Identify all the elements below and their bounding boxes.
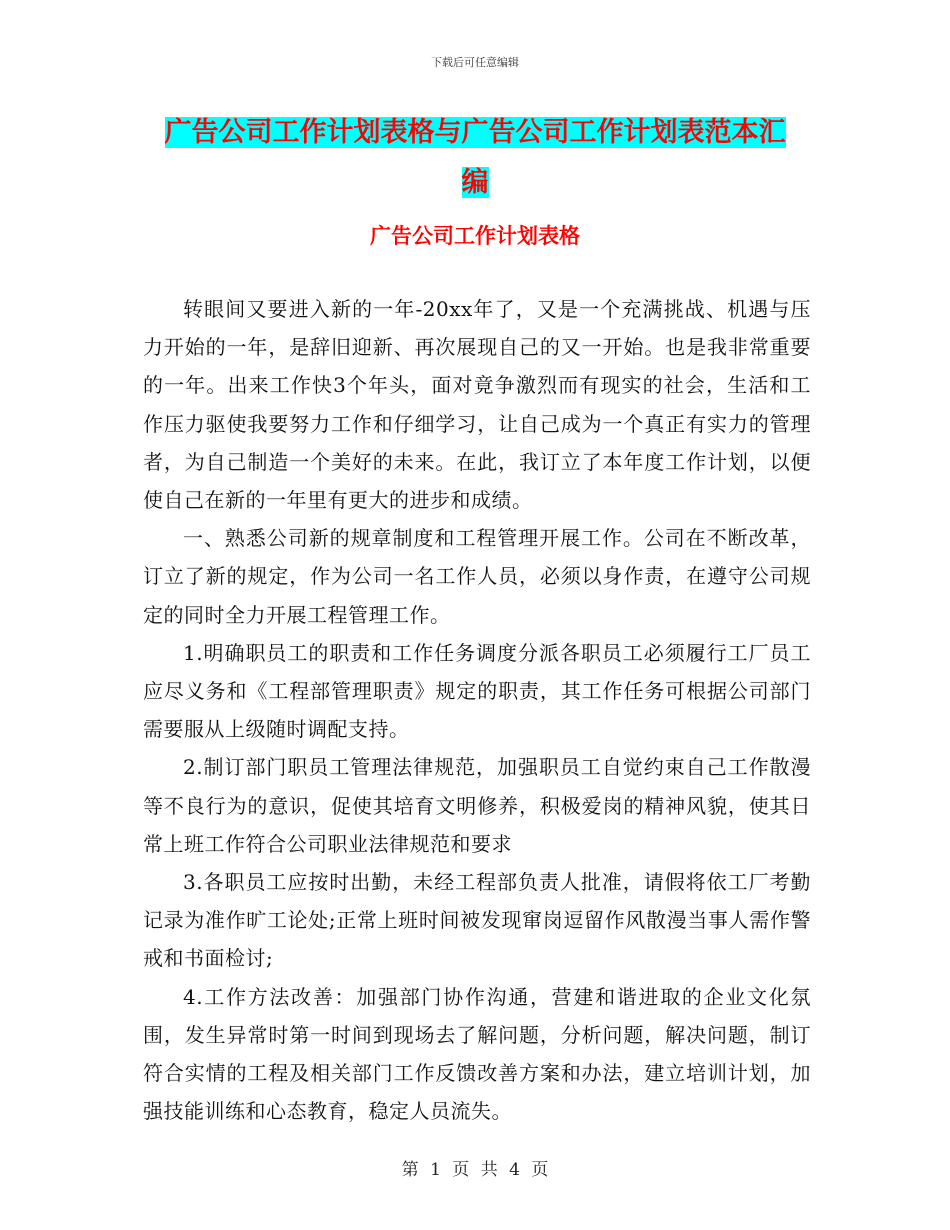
paragraph-item-3: 3.各职员工应按时出勤，未经工程部负责人批准，请假将依工厂考勤记录为准作旷工论处;正常上班时间被发现窜岗逗留作风散漫当事人需作警戒和书面检讨;: [143, 870, 811, 971]
header-note: 下载后可任意编辑: [431, 56, 519, 69]
body-text: [143, 290, 811, 1130]
section-heading: 广告公司工作计划表格: [370, 224, 580, 248]
page-footer: 第 1 页 共 4 页: [401, 1160, 549, 1180]
paragraph-item-4: 4.工作方法改善：加强部门协作沟通，营建和谐进取的企业文化氛围，发生异常时第一时间到现场去了解问题，分析问题，解决问题，制订符合实情的工程及相关部门工作反馈改善方案和办法，建立培训计划，加强技能训练和心态教育，稳定人员流失。: [143, 984, 811, 1124]
paragraph-item-1: 1.明确职员工的职责和工作任务调度分派各职员工必须履行工厂员工应尽义务和《工程部管理职责》规定的职责，其工作任务可根据公司部门需要服从上级随时调配支持。: [143, 640, 811, 742]
paragraph-item-2: 2.制订部门职员工管理法律规范，加强职员工自觉约束自己工作散漫等不良行为的意识，促使其培育文明修养，积极爱岗的精神风貌，使其日常上班工作符合公司职业法律规范和要求: [143, 755, 811, 856]
paragraph-section-one: 一、熟悉公司新的规章制度和工程管理开展工作。公司在不断改革，订立了新的规定，作为公司一名工作人员，必须以身作责，在遵守公司规定的同时全力开展工程管理工作。: [143, 526, 811, 627]
document-title: [140, 108, 810, 208]
document-title-line2: 编: [461, 167, 489, 198]
paragraph-intro: 转眼间又要进入新的一年-20xx年了，又是一个充满挑战、机遇与压力开始的一年，是辞旧迎新、再次展现自己的又一开始。也是我非常重要的一年。出来工作快3个年头，面对竟争激烈而有现实的社会，生活和工作压力驱使我要努力工作和仔细学习，让自己成为一个真正有实力的管理者，为自己制造一个美好的未来。在此，我订立了本年度工作计划，以便使自己在新的一年里有更大的进步和成绩。: [143, 297, 811, 513]
document-title-line1: 广告公司工作计划表格与广告公司工作计划表范本汇: [164, 117, 786, 148]
